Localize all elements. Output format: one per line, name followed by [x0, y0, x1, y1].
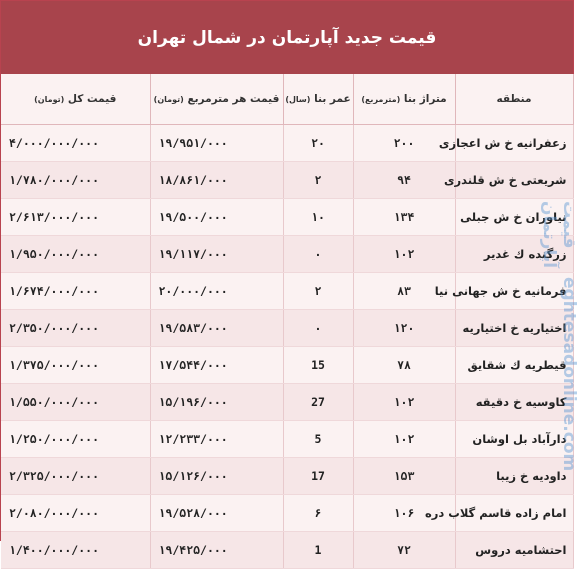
- cell-age: 1: [283, 532, 353, 569]
- header-total-price: قیمت کل (تومان): [1, 74, 150, 125]
- cell-age: ۲: [283, 273, 353, 310]
- cell-total-price: ۱/۳۷۵/۰۰۰/۰۰۰: [1, 347, 150, 384]
- cell-region: اختیاریه خ اختیاریه: [455, 310, 573, 347]
- cell-region: داودیه خ زیبا: [455, 458, 573, 495]
- table-row: [1, 125, 573, 162]
- apartment-price-table: [1, 74, 574, 569]
- cell-total-price: ۲/۰۸۰/۰۰۰/۰۰۰: [1, 495, 150, 532]
- cell-price-per-meter: ۲۰/۰۰۰/۰۰۰: [150, 273, 283, 310]
- cell-area: ۲۰۰: [353, 125, 455, 162]
- cell-price-per-meter: ۱۹/۵۰۰/۰۰۰: [150, 199, 283, 236]
- cell-area: ۱۰۲: [353, 236, 455, 273]
- cell-total-price: ۱/۶۷۴/۰۰۰/۰۰۰: [1, 273, 150, 310]
- cell-total-price: ۱/۲۵۰/۰۰۰/۰۰۰: [1, 421, 150, 458]
- watermark-line: قیمت آپارتمان: [539, 201, 579, 269]
- cell-age: ۱۰: [283, 199, 353, 236]
- header-row: [1, 74, 573, 125]
- header-region: منطقه: [455, 74, 573, 125]
- cell-region: شریعتی خ ش قلندری: [455, 162, 573, 199]
- cell-price-per-meter: ۱۹/۵۲۸/۰۰۰: [150, 495, 283, 532]
- table-row: [1, 347, 573, 384]
- table-row: [1, 532, 573, 569]
- cell-area: ۱۰۲: [353, 384, 455, 421]
- cell-area: ۱۰۶: [353, 495, 455, 532]
- cell-price-per-meter: ۱۹/۴۲۵/۰۰۰: [150, 532, 283, 569]
- cell-price-per-meter: ۱۲/۲۳۳/۰۰۰: [150, 421, 283, 458]
- cell-age: ۰: [283, 236, 353, 273]
- cell-region: کاوسیه خ دقیقه: [455, 384, 573, 421]
- cell-price-per-meter: ۱۵/۱۹۶/۰۰۰: [150, 384, 283, 421]
- cell-price-per-meter: ۱۹/۱۱۷/۰۰۰: [150, 236, 283, 273]
- cell-age: ۰: [283, 310, 353, 347]
- header-area: متراژ بنا (مترمربع): [353, 74, 455, 125]
- cell-area: ۱۲۰: [353, 310, 455, 347]
- watermark-line: eghtesadonline.com: [559, 276, 579, 471]
- table-title: قیمت جدید آپارتمان در شمال تهران: [1, 1, 573, 74]
- table-row: [1, 421, 573, 458]
- cell-region: فرمانیه خ ش جهانی نیا: [455, 273, 573, 310]
- cell-total-price: ۲/۳۵۰/۰۰۰/۰۰۰: [1, 310, 150, 347]
- cell-total-price: ۱/۹۵۰/۰۰۰/۰۰۰: [1, 236, 150, 273]
- cell-region: دارآباد بل اوشان: [455, 421, 573, 458]
- cell-total-price: ۱/۴۰۰/۰۰۰/۰۰۰: [1, 532, 150, 569]
- cell-price-per-meter: ۱۷/۵۴۴/۰۰۰: [150, 347, 283, 384]
- cell-region: قیطریه ك شقایق: [455, 347, 573, 384]
- table-row: [1, 458, 573, 495]
- cell-area: ۱۰۲: [353, 421, 455, 458]
- cell-price-per-meter: ۱۸/۸۶۱/۰۰۰: [150, 162, 283, 199]
- cell-area: ۷۸: [353, 347, 455, 384]
- table-row: [1, 162, 573, 199]
- cell-total-price: ۱/۵۵۰/۰۰۰/۰۰۰: [1, 384, 150, 421]
- cell-total-price: ۲/۳۲۵/۰۰۰/۰۰۰: [1, 458, 150, 495]
- cell-area: ۸۳: [353, 273, 455, 310]
- cell-region: نیاوران خ ش جبلی: [455, 199, 573, 236]
- header-age: عمر بنا (سال): [283, 74, 353, 125]
- table-row: [1, 236, 573, 273]
- cell-price-per-meter: ۱۹/۵۸۳/۰۰۰: [150, 310, 283, 347]
- table-row: [1, 310, 573, 347]
- cell-age: 27: [283, 384, 353, 421]
- table-row: [1, 199, 573, 236]
- header-price-per-meter: قیمت هر مترمربع (تومان): [150, 74, 283, 125]
- cell-area: ۷۲: [353, 532, 455, 569]
- cell-total-price: ۴/۰۰۰/۰۰۰/۰۰۰: [1, 125, 150, 162]
- cell-area: ۱۳۴: [353, 199, 455, 236]
- cell-area: ۱۵۳: [353, 458, 455, 495]
- cell-total-price: ۱/۷۸۰/۰۰۰/۰۰۰: [1, 162, 150, 199]
- cell-price-per-meter: ۱۵/۱۲۶/۰۰۰: [150, 458, 283, 495]
- table-row: [1, 495, 573, 532]
- cell-age: 5: [283, 421, 353, 458]
- cell-region: امام زاده قاسم گلاب دره: [455, 495, 573, 532]
- cell-price-per-meter: ۱۹/۹۵۱/۰۰۰: [150, 125, 283, 162]
- cell-region: زعفرانیه خ ش اعجازی: [455, 125, 573, 162]
- cell-age: ۶: [283, 495, 353, 532]
- cell-region: احتشامیه دروس: [455, 532, 573, 569]
- cell-age: 17: [283, 458, 353, 495]
- table-row: [1, 384, 573, 421]
- cell-area: ۹۴: [353, 162, 455, 199]
- cell-age: ۲۰: [283, 125, 353, 162]
- cell-total-price: ۲/۶۱۳/۰۰۰/۰۰۰: [1, 199, 150, 236]
- cell-region: زرگنده ك غدیر: [455, 236, 573, 273]
- cell-age: 15: [283, 347, 353, 384]
- table-row: [1, 273, 573, 310]
- cell-age: ۲: [283, 162, 353, 199]
